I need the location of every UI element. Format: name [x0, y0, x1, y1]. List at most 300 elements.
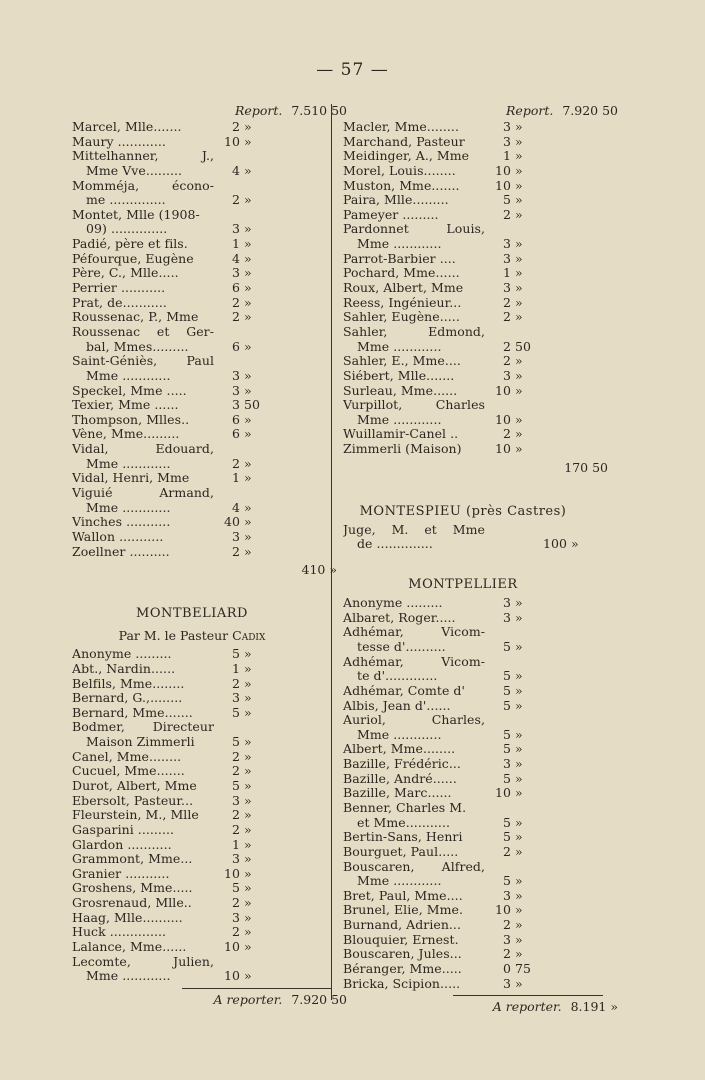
entry-line: [343, 120, 603, 135]
amount-francs: 5: [502, 726, 511, 742]
amount-francs: 6: [231, 280, 240, 296]
entry-word: Momméja,: [72, 178, 140, 193]
amount-francs: 6: [231, 338, 240, 354]
entry-word: Charles,: [431, 713, 485, 728]
entry-name: Prat, de...........: [72, 295, 167, 310]
entry-line: [343, 860, 603, 875]
entry-amount: [485, 684, 537, 699]
left-column: [72, 102, 347, 1011]
entry-word: Vicom-: [441, 625, 485, 640]
amount-francs: 2: [502, 206, 511, 222]
entry-amount: [485, 933, 537, 948]
entry-word: Vidal,: [72, 442, 109, 457]
entry-amount: [485, 611, 537, 626]
entry-name: Mme ............: [86, 500, 171, 515]
amount-francs: 10: [223, 968, 240, 984]
entry-amount: [214, 647, 266, 662]
list-item: [343, 354, 603, 369]
report-value: 7.510 50: [291, 103, 347, 118]
entry-name: Texier, Mme ......: [72, 398, 179, 413]
amount-francs: 3: [231, 792, 240, 808]
list-item: [72, 486, 332, 515]
list-item: [343, 427, 603, 442]
amount-cents: »: [515, 726, 523, 742]
entry-line: [72, 135, 332, 150]
list-item: [72, 925, 332, 940]
amount-francs: 2: [231, 807, 240, 823]
list-item: [72, 545, 332, 560]
entry-line: [72, 940, 332, 955]
list-item: [343, 625, 603, 654]
entry-amount: [485, 193, 537, 208]
entry-line: [72, 281, 332, 296]
list-item: [343, 742, 603, 757]
list-item: [72, 266, 332, 281]
entry-name: Maury ............: [72, 134, 166, 149]
entry-word: Edouard,: [155, 442, 214, 457]
entry-amount: [485, 354, 537, 369]
amount-francs: 3: [502, 236, 511, 252]
footer-line: [343, 996, 618, 1018]
entry-amount: [485, 179, 537, 194]
list-item: [343, 135, 603, 150]
list-item: [343, 179, 603, 194]
amount-francs: 10: [494, 177, 511, 193]
entry-line: [72, 647, 332, 662]
amount-francs: 3: [502, 931, 511, 947]
entry-line: [343, 310, 603, 325]
amount-francs: 1: [231, 470, 240, 486]
entry-line: [72, 867, 332, 882]
amount-cents: »: [515, 206, 523, 222]
entry-name: Canel, Mme........: [72, 749, 182, 764]
amount-cents: »: [515, 756, 523, 772]
entry-line: [72, 691, 332, 706]
entry-line: [343, 354, 603, 369]
entry-line: [72, 354, 332, 369]
entry-line: [72, 252, 332, 267]
amount-cents: 50: [515, 338, 532, 354]
entry-amount: [485, 427, 537, 442]
entry-line: [72, 427, 332, 442]
entry-word: Paul: [186, 354, 214, 369]
entry-amount: [485, 369, 537, 384]
entry-line: [343, 625, 603, 640]
amount-cents: »: [244, 528, 252, 544]
entry-amount: [214, 545, 266, 560]
amount-francs: 5: [231, 646, 240, 662]
section-title: MONTESPIEU (près Castres): [359, 503, 567, 519]
entry-line: [343, 252, 603, 267]
entry-amount: [485, 669, 537, 684]
amount-francs: 4: [231, 250, 240, 266]
entry-line: [72, 925, 332, 940]
entry-name: Pochard, Mme......: [343, 266, 460, 281]
amount-francs: 2: [231, 543, 240, 559]
amount-francs: 3: [231, 528, 240, 544]
entry-name: Zoellner ..........: [72, 544, 170, 559]
entry-line: [72, 677, 332, 692]
list-item: [343, 296, 603, 311]
entry-line: [72, 120, 332, 135]
amount-francs: 2: [502, 338, 511, 354]
amount-cents: »: [515, 785, 523, 801]
list-item: [343, 684, 603, 699]
amount-cents: »: [515, 294, 523, 310]
amount-cents: »: [515, 441, 523, 457]
entry-amount: [485, 699, 537, 714]
entry-amount: [485, 164, 537, 179]
entry-name: Mme ............: [357, 412, 442, 427]
entry-amount: [214, 120, 266, 135]
list-item: [343, 222, 603, 251]
amount-francs: 3: [502, 133, 511, 149]
entry-name: Mme ............: [86, 368, 171, 383]
entry-amount: [485, 442, 537, 457]
list-item: [343, 947, 603, 962]
list-item: [72, 208, 332, 237]
amount-cents: »: [515, 162, 523, 178]
entry-name: Wuillamir-Canel ..: [343, 427, 459, 442]
entry-name: 09) ..............: [86, 222, 168, 237]
amount-francs: 2: [231, 675, 240, 691]
amount-cents: »: [244, 382, 252, 398]
amount-francs: 3: [502, 280, 511, 296]
entry-name: Granier ...........: [72, 866, 170, 881]
entry-name: Anonyme .........: [343, 596, 443, 611]
entry-name: Sahler, E., Mme....: [343, 354, 461, 369]
entry-name: Grosrenaud, Mlle..: [72, 896, 192, 911]
list-item: [72, 677, 332, 692]
entry-name: Reess, Ingénieur...: [343, 295, 462, 310]
entry-name: Macler, Mme........: [343, 120, 459, 134]
entry-line: [72, 896, 332, 911]
entry-name: Bernard, Mme.......: [72, 705, 193, 720]
list-item: [343, 772, 603, 787]
entry-amount: [485, 237, 537, 252]
subtitle-text: Par M. le Pasteur: [118, 628, 233, 644]
amount-cents: »: [244, 675, 252, 691]
amount-francs: 2: [231, 821, 240, 837]
entry-amount: [485, 281, 537, 296]
entry-name: Bazille, André......: [343, 771, 457, 786]
amount-francs: 3: [231, 690, 240, 706]
entry-amount: [214, 867, 266, 882]
entry-name: Vinches ...........: [72, 515, 171, 530]
entry-amount: [214, 925, 266, 940]
amount-cents: »: [244, 543, 252, 559]
entry-line: [343, 772, 603, 787]
entry-amount: [485, 816, 537, 831]
amount-cents: »: [244, 690, 252, 706]
entry-line: [72, 720, 332, 735]
amount-cents: »: [515, 668, 523, 684]
entry-line: [72, 838, 332, 853]
amount-cents: »: [244, 865, 252, 881]
entry-line: [72, 237, 332, 252]
entry-amount: [485, 340, 537, 355]
entry-name: Marcel, Mlle.......: [72, 120, 182, 134]
amount-cents: »: [515, 177, 523, 193]
amount-francs: 3: [502, 595, 511, 611]
entry-name: Roussenac, P., Mme: [72, 310, 199, 325]
amount-cents: »: [515, 975, 523, 991]
entry-amount: [214, 222, 266, 237]
footer-line: [72, 989, 347, 1011]
entry-amount: [214, 193, 266, 208]
list-item: [72, 896, 332, 911]
entry-amount: [214, 852, 266, 867]
entry-name: Brunel, Elie, Mme.: [343, 903, 463, 918]
amount-francs: 2: [231, 455, 240, 471]
amount-francs: 2: [502, 309, 511, 325]
entry-amount: [214, 340, 266, 355]
entry-name: Maison Zimmerli: [86, 735, 195, 750]
entry-name: Mme ............: [357, 339, 442, 354]
list-item: [72, 750, 332, 765]
entry-name: [343, 222, 485, 237]
amount-francs: 10: [223, 133, 240, 149]
footer-value: 7.920 50: [291, 991, 347, 1007]
list-item: [72, 720, 332, 749]
amount-francs: 2: [231, 309, 240, 325]
entry-amount: [214, 164, 266, 179]
entry-line: [343, 596, 603, 611]
entry-name: Bouscaren, Jules...: [343, 947, 462, 962]
entry-amount: [214, 296, 266, 311]
entry-line: [72, 457, 332, 472]
entry-amount: [214, 735, 266, 750]
entry-amount: [214, 779, 266, 794]
amount-francs: 1: [231, 236, 240, 252]
list-item: [343, 208, 603, 223]
amount-cents: »: [515, 873, 523, 889]
list-item: [72, 530, 332, 545]
amount-francs: 1: [231, 660, 240, 676]
entry-amount: [214, 252, 266, 267]
entry-name: Padié, père et fils.: [72, 237, 188, 252]
entry-amount: [214, 911, 266, 926]
entry-line: [72, 852, 332, 867]
amount-francs: 2: [231, 763, 240, 779]
entry-amount: [485, 149, 537, 164]
amount-cents: »: [244, 836, 252, 852]
entry-word: Ger-: [186, 324, 214, 339]
amount-cents: »: [515, 192, 523, 208]
section-spacer: [343, 479, 603, 491]
amount-cents: »: [244, 939, 252, 955]
amount-cents: »: [515, 309, 523, 325]
entry-word: Directeur: [152, 720, 214, 735]
list-item: [343, 164, 603, 179]
entry-word: écono-: [171, 178, 214, 193]
entry-line: [343, 889, 603, 904]
list-item: [343, 523, 603, 552]
entry-line: [72, 515, 332, 530]
entry-amount: [485, 874, 537, 889]
amount-francs: 1: [231, 836, 240, 852]
entry-line: [343, 281, 603, 296]
entry-amount: [485, 772, 537, 787]
amount-cents: »: [515, 682, 523, 698]
entry-line: [343, 757, 603, 772]
entry-name: bal, Mmes.........: [86, 339, 189, 354]
amount-cents: »: [244, 411, 252, 427]
amount-cents: »: [244, 777, 252, 793]
entry-line: [343, 266, 603, 281]
entry-word: et: [156, 324, 170, 339]
entry-name: Paira, Mlle.........: [343, 193, 449, 208]
entry-line: [343, 296, 603, 311]
amount-francs: 5: [502, 770, 511, 786]
amount-cents: »: [515, 931, 523, 947]
entry-line: [72, 369, 332, 384]
entry-name: Montet, Mlle (1908-: [72, 207, 200, 222]
amount-cents: »: [515, 770, 523, 786]
entry-name: Surleau, Mme......: [343, 383, 458, 398]
entry-amount: [485, 830, 537, 845]
entry-line: [72, 310, 332, 325]
amount-cents: »: [244, 309, 252, 325]
list-item: [343, 252, 603, 267]
entry-word: Pardonnet: [343, 222, 409, 237]
entry-line: [343, 208, 603, 223]
entry-name: Wallon ...........: [72, 529, 164, 544]
entry-amount: [214, 266, 266, 281]
amount-francs: 3: [231, 851, 240, 867]
section-subtitle: [72, 625, 312, 647]
list-item: [343, 193, 603, 208]
entry-amount: [485, 640, 537, 655]
list-item: [343, 860, 603, 889]
list-item: [343, 266, 603, 281]
entry-amount: [214, 310, 266, 325]
entry-line: [72, 164, 332, 179]
entry-name: Burnand, Adrien...: [343, 918, 461, 933]
entry-word: Vurpillot,: [343, 398, 403, 413]
entry-line: [343, 742, 603, 757]
entry-line: [72, 735, 332, 750]
amount-cents: »: [244, 426, 252, 442]
list-item: [343, 757, 603, 772]
entry-line: [343, 398, 603, 413]
amount-francs: 5: [502, 697, 511, 713]
entry-name: Marchand, Pasteur: [343, 134, 465, 149]
list-item: [343, 977, 603, 992]
list-item: [72, 881, 332, 896]
entry-line: [72, 545, 332, 560]
entry-amount: [214, 896, 266, 911]
amount-francs: 10: [494, 162, 511, 178]
entry-line: [72, 384, 332, 399]
amount-cents: »: [515, 280, 523, 296]
entry-word: Julien,: [173, 954, 214, 969]
amount-cents: »: [515, 133, 523, 149]
entry-amount: [214, 457, 266, 472]
amount-cents: »: [515, 829, 523, 845]
entry-amount: [214, 677, 266, 692]
entry-name: Meidinger, A., Mme: [343, 149, 470, 164]
amount-cents: »: [244, 338, 252, 354]
entry-amount: [214, 691, 266, 706]
entry-name: Bret, Paul, Mme....: [343, 888, 463, 903]
entry-name: Bricka, Scipion.....: [343, 976, 461, 991]
entry-amount: [485, 786, 537, 801]
entry-line: [72, 266, 332, 281]
right-blocks: [343, 119, 608, 991]
amount-cents: »: [244, 294, 252, 310]
amount-cents: »: [515, 887, 523, 903]
right-column: [343, 102, 618, 1018]
footer-label: A reporter.: [492, 999, 562, 1015]
entry-line: [343, 413, 603, 428]
amount-francs: 3: [502, 756, 511, 772]
entry-line: [343, 537, 603, 552]
amount-francs: 5: [502, 814, 511, 830]
entry-name: Albaret, Roger.....: [343, 610, 456, 625]
amount-francs: 5: [502, 741, 511, 757]
list-item: [72, 808, 332, 823]
entry-line: [343, 193, 603, 208]
list-item: [343, 801, 603, 830]
entry-word: Saint-Géniès,: [72, 354, 158, 369]
entry-line: [72, 486, 332, 501]
list-item: [72, 852, 332, 867]
entry-amount: [485, 977, 537, 992]
amount-francs: 2: [231, 294, 240, 310]
entry-line: [343, 845, 603, 860]
entry-name: Belfils, Mme........: [72, 676, 185, 691]
amount-cents: »: [244, 221, 252, 237]
entry-name: Haag, Mlle..........: [72, 910, 183, 925]
report-label: Report.: [235, 103, 283, 118]
list-item: [343, 918, 603, 933]
entry-line: [343, 947, 603, 962]
amount-cents: »: [244, 470, 252, 486]
entry-amount: [214, 794, 266, 809]
entry-amount: [485, 135, 537, 150]
entry-line: [343, 728, 603, 743]
entry-amount: [485, 903, 537, 918]
entry-name: Mme ............: [357, 874, 442, 889]
entry-line: [343, 903, 603, 918]
list-item: [72, 471, 332, 486]
amount-francs: 2: [502, 917, 511, 933]
report-value: 7.920 50: [562, 103, 618, 118]
amount-cents: »: [515, 697, 523, 713]
amount-francs: 5: [502, 682, 511, 698]
entry-line: [72, 764, 332, 779]
entry-line: [343, 179, 603, 194]
entry-line: [343, 801, 603, 816]
list-item: [343, 962, 603, 977]
amount-francs: 5: [502, 192, 511, 208]
amount-cents: »: [244, 763, 252, 779]
amount-francs: 3: [502, 887, 511, 903]
amount-francs: 3: [502, 609, 511, 625]
section-title: MONTPELLIER: [408, 577, 518, 593]
entry-word: Alfred,: [441, 859, 485, 874]
entry-word: Viguié: [72, 486, 113, 501]
entry-line: [72, 530, 332, 545]
list-item: [72, 940, 332, 955]
entry-word: et: [424, 522, 437, 537]
entry-name: Père, C., Mlle.....: [72, 266, 179, 281]
list-item: [72, 838, 332, 853]
entry-line: [343, 699, 603, 714]
entry-word: Adhémar,: [343, 625, 404, 640]
entry-amount: [214, 413, 266, 428]
